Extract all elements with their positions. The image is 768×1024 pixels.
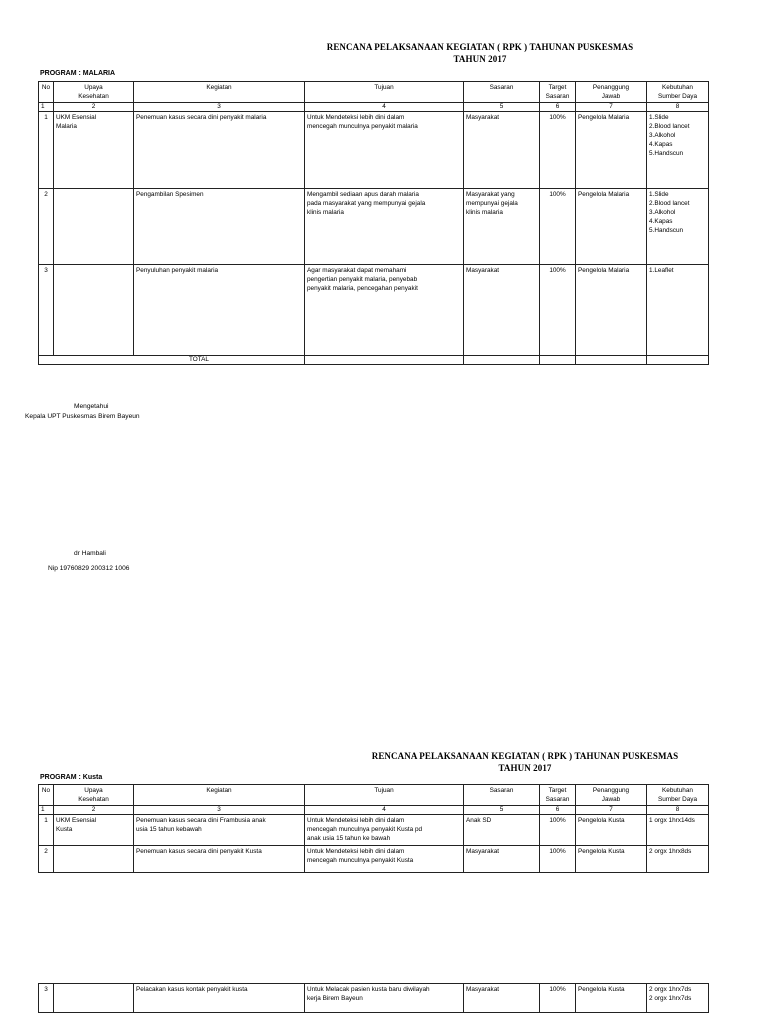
tujuan-line: mencegah munculnya penyakit malaria xyxy=(307,123,418,130)
doc1-program-label: PROGRAM : MALARIA xyxy=(40,70,116,77)
doc1-title-line2: TAHUN 2017 xyxy=(453,54,507,64)
header-tujuan xyxy=(305,785,464,806)
signature-mengetahui: Mengetahui xyxy=(74,403,109,410)
column-number: 4 xyxy=(305,806,464,815)
doc1-title-line1: RENCANA PELAKSANAAN KEGIATAN ( RPK ) TAHUNAN PUSKESMAS xyxy=(326,42,634,52)
total-cell xyxy=(647,356,709,365)
sasaran-line: mempunyai gejala xyxy=(466,200,518,207)
cell-kegiatan xyxy=(134,112,305,189)
cell-upaya-kesehatan xyxy=(54,189,134,265)
cell-target-sasaran: 100% xyxy=(540,265,576,356)
header-sasaran xyxy=(464,785,540,806)
kebutuhan-sumber-daya-line: 2 orgx 1hrx7ds xyxy=(649,995,692,1002)
signature-position: Kepala UPT Puskesmas Birem Bayeun xyxy=(25,413,140,420)
kebutuhan-sumber-daya-line: 2 orgx 1hrx7ds xyxy=(649,986,692,993)
cell-target-sasaran: 100% xyxy=(540,112,576,189)
sasaran-line: Masyarakat xyxy=(466,986,500,993)
tujuan-line: Mengambil sediaan apus darah malaria xyxy=(307,191,419,198)
kebutuhan-sumber-daya-line: 1.Slide xyxy=(649,191,669,198)
header-text: No xyxy=(41,84,51,91)
upaya-kesehatan-line: Kusta xyxy=(56,826,73,833)
header-tujuan xyxy=(305,82,464,103)
sasaran-line: Anak SD xyxy=(466,817,492,824)
tujuan-line: pengertian penyakit malaria, penyebab xyxy=(307,276,418,283)
header-kegiatan xyxy=(134,82,305,103)
cell-kegiatan xyxy=(134,189,305,265)
column-number-row xyxy=(39,103,709,112)
cell-sasaran xyxy=(464,984,540,1013)
cell-upaya-kesehatan xyxy=(54,815,134,846)
header-kebutuhan-sumber-daya xyxy=(647,82,709,103)
header-text: Sumber Daya xyxy=(657,93,698,100)
total-cell xyxy=(305,356,464,365)
column-number: 7 xyxy=(576,806,647,815)
kebutuhan-sumber-daya-line: 5.Handscun xyxy=(649,150,684,157)
column-number: 7 xyxy=(576,103,647,112)
cell-sasaran xyxy=(464,112,540,189)
cell-tujuan xyxy=(305,984,464,1013)
sasaran-line: Masyarakat xyxy=(466,114,500,121)
cell-upaya-kesehatan xyxy=(54,846,134,873)
cell-sasaran xyxy=(464,265,540,356)
header-text: Kebutuhan xyxy=(662,84,693,91)
tujuan-line: mencegah munculnya penyakit Kusta xyxy=(307,857,414,864)
column-number: 6 xyxy=(540,806,576,815)
cell-upaya-kesehatan xyxy=(54,112,134,189)
header-penanggung-jawab xyxy=(576,82,647,103)
table-header-row xyxy=(39,82,709,103)
cell-tujuan xyxy=(305,189,464,265)
tujuan-line: anak usia 15 tahun ke bawah xyxy=(307,835,391,842)
header-kebutuhan-sumber-daya xyxy=(647,785,709,806)
header-text: Jawab xyxy=(601,796,621,803)
tujuan-line: klinis malaria xyxy=(307,209,344,216)
cell-target-sasaran: 100% xyxy=(540,984,576,1013)
table-row xyxy=(39,846,709,873)
column-number: 8 xyxy=(647,103,709,112)
doc2-title xyxy=(345,750,705,774)
kegiatan-line: Pengambilan Spesimen xyxy=(136,191,204,198)
table-row xyxy=(39,265,709,356)
table-row xyxy=(39,815,709,846)
cell-target-sasaran: 100% xyxy=(540,815,576,846)
sasaran-line: klinis malaria xyxy=(466,209,503,216)
cell-no: 1 xyxy=(39,815,54,846)
header-text: Target xyxy=(548,787,567,794)
total-cell xyxy=(464,356,540,365)
header-text: Penanggung xyxy=(592,787,630,794)
signature-name: dr Hambali xyxy=(74,550,106,557)
tujuan-line: Untuk Mendeteksi lebih dini dalam xyxy=(307,848,405,855)
cell-penanggung-jawab: Pengelola Kusta xyxy=(576,984,647,1013)
kebutuhan-sumber-daya-line: 2 orgx 1hrx8ds xyxy=(649,848,692,855)
total-row xyxy=(39,356,709,365)
kegiatan-line: Penemuan kasus secara dini Frambusia anak xyxy=(136,817,266,824)
total-cell xyxy=(576,356,647,365)
header-penanggung-jawab xyxy=(576,785,647,806)
page-gap-row xyxy=(39,873,709,984)
header-target-sasaran xyxy=(540,785,576,806)
header-text: Jawab xyxy=(601,93,621,100)
doc1-table xyxy=(38,81,709,365)
cell-target-sasaran: 100% xyxy=(540,846,576,873)
table-row xyxy=(39,984,709,1013)
doc1-title xyxy=(300,41,660,65)
column-number: 4 xyxy=(305,103,464,112)
doc2-table xyxy=(38,784,709,1013)
tujuan-line: Untuk Mendeteksi lebih dini dalam xyxy=(307,114,405,121)
total-cell xyxy=(540,356,576,365)
sasaran-line: Masyarakat yang xyxy=(466,191,515,198)
column-number: 3 xyxy=(134,806,305,815)
header-no xyxy=(39,785,54,806)
kegiatan-line: usia 15 tahun kebawah xyxy=(136,826,202,833)
cell-tujuan xyxy=(305,265,464,356)
sasaran-line: Masyarakat xyxy=(466,848,500,855)
kebutuhan-sumber-daya-line: 4.Kapas xyxy=(649,218,673,225)
cell-kegiatan xyxy=(134,846,305,873)
doc2-title-line2: TAHUN 2017 xyxy=(498,763,552,773)
cell-kebutuhan-sumber-daya xyxy=(647,984,709,1013)
header-text: Tujuan xyxy=(374,787,394,794)
header-text: Tujuan xyxy=(374,84,394,91)
header-kegiatan xyxy=(134,785,305,806)
column-number: 8 xyxy=(647,806,709,815)
column-number: 5 xyxy=(464,806,540,815)
header-upaya-kesehatan xyxy=(54,82,134,103)
header-text: Upaya xyxy=(84,84,103,91)
column-number: 6 xyxy=(540,103,576,112)
column-number: 5 xyxy=(464,103,540,112)
kebutuhan-sumber-daya-line: 2.Blood lancet xyxy=(649,123,690,130)
header-text: Penanggung xyxy=(592,84,630,91)
signature-nip: Nip 19760829 200312 1006 xyxy=(48,565,130,572)
sasaran-line: Masyarakat xyxy=(466,267,500,274)
header-text: Sasaran xyxy=(489,787,514,794)
upaya-kesehatan-line: Malaria xyxy=(56,123,77,130)
cell-upaya-kesehatan xyxy=(54,265,134,356)
cell-kegiatan xyxy=(134,265,305,356)
tujuan-line: Untuk Melacak pasien kusta baru diwilayah xyxy=(307,986,430,993)
column-number: 1 xyxy=(39,806,54,815)
cell-tujuan xyxy=(305,112,464,189)
column-number-row xyxy=(39,806,709,815)
cell-no: 3 xyxy=(39,984,54,1013)
cell-penanggung-jawab: Pengelola Kusta xyxy=(576,846,647,873)
header-text: Sasaran xyxy=(489,84,514,91)
column-number: 2 xyxy=(54,103,134,112)
cell-upaya-kesehatan xyxy=(54,984,134,1013)
cell-penanggung-jawab: Pengelola Malaria xyxy=(576,112,647,189)
header-text: Kebutuhan xyxy=(662,787,693,794)
column-number: 3 xyxy=(134,103,305,112)
kegiatan-line: Penemuan kasus secara dini penyakit Kusta xyxy=(136,848,262,855)
kegiatan-line: Penemuan kasus secara dini penyakit malaria xyxy=(136,114,267,121)
cell-sasaran xyxy=(464,846,540,873)
header-text: Sasaran xyxy=(545,796,570,803)
header-text: Sumber Daya xyxy=(657,796,698,803)
tujuan-line: penyakit malaria, pencegahan penyakit xyxy=(307,285,418,292)
cell-kebutuhan-sumber-daya xyxy=(647,815,709,846)
cell-kegiatan xyxy=(134,984,305,1013)
kebutuhan-sumber-daya-line: 4.Kapas xyxy=(649,141,673,148)
total-label: TOTAL xyxy=(39,356,305,365)
kebutuhan-sumber-daya-line: 1 orgx 1hrx14ds xyxy=(649,817,695,824)
kebutuhan-sumber-daya-line: 1.Leaflet xyxy=(649,267,674,274)
kegiatan-line: Pelacakan kasus kontak penyakit kusta xyxy=(136,986,248,993)
header-text: Kegiatan xyxy=(206,84,232,91)
header-no xyxy=(39,82,54,103)
header-text: Kesehatan xyxy=(78,93,109,100)
cell-no: 2 xyxy=(39,189,54,265)
kebutuhan-sumber-daya-line: 1.Slide xyxy=(649,114,669,121)
header-sasaran xyxy=(464,82,540,103)
cell-no: 1 xyxy=(39,112,54,189)
header-text: No xyxy=(41,787,51,794)
cell-kebutuhan-sumber-daya xyxy=(647,189,709,265)
upaya-kesehatan-line: UKM Esensial xyxy=(56,114,97,121)
header-text: Sasaran xyxy=(545,93,570,100)
header-text: Target xyxy=(548,84,567,91)
upaya-kesehatan-line: UKM Esensial xyxy=(56,817,97,824)
cell-penanggung-jawab: Pengelola Malaria xyxy=(576,265,647,356)
cell-target-sasaran: 100% xyxy=(540,189,576,265)
cell-kegiatan xyxy=(134,815,305,846)
table-row xyxy=(39,112,709,189)
kebutuhan-sumber-daya-line: 3.Alkohol xyxy=(649,132,676,139)
tujuan-line: kerja Birem Bayeun xyxy=(307,995,363,1002)
cell-kebutuhan-sumber-daya xyxy=(647,265,709,356)
kebutuhan-sumber-daya-line: 2.Blood lancet xyxy=(649,200,690,207)
cell-no: 2 xyxy=(39,846,54,873)
header-text: Kesehatan xyxy=(78,796,109,803)
column-number: 1 xyxy=(39,103,54,112)
header-upaya-kesehatan xyxy=(54,785,134,806)
cell-penanggung-jawab: Pengelola Kusta xyxy=(576,815,647,846)
cell-penanggung-jawab: Pengelola Malaria xyxy=(576,189,647,265)
cell-tujuan xyxy=(305,846,464,873)
cell-tujuan xyxy=(305,815,464,846)
cell-sasaran xyxy=(464,815,540,846)
header-target-sasaran xyxy=(540,82,576,103)
table-header-row xyxy=(39,785,709,806)
kebutuhan-sumber-daya-line: 3.Alkohol xyxy=(649,209,676,216)
cell-no: 3 xyxy=(39,265,54,356)
doc2-title-line1: RENCANA PELAKSANAAN KEGIATAN ( RPK ) TAHUNAN PUSKESMAS xyxy=(371,751,679,761)
cell-kebutuhan-sumber-daya xyxy=(647,112,709,189)
header-text: Kegiatan xyxy=(206,787,232,794)
column-number: 2 xyxy=(54,806,134,815)
kegiatan-line: Penyuluhan penyakit malaria xyxy=(136,267,219,274)
page-gap xyxy=(39,873,709,984)
tujuan-line: Agar masyarakat dapat memahami xyxy=(307,267,407,274)
cell-kebutuhan-sumber-daya xyxy=(647,846,709,873)
table-row xyxy=(39,189,709,265)
tujuan-line: pada masyarakat yang mempunyai gejala xyxy=(307,200,426,207)
tujuan-line: Untuk Mendeteksi lebih dini dalam xyxy=(307,817,405,824)
cell-sasaran xyxy=(464,189,540,265)
header-text: Upaya xyxy=(84,787,103,794)
kebutuhan-sumber-daya-line: 5.Handscun xyxy=(649,227,684,234)
doc2-program-label: PROGRAM : Kusta xyxy=(40,774,103,781)
tujuan-line: mencegah munculnya penyakit Kusta pd xyxy=(307,826,423,833)
